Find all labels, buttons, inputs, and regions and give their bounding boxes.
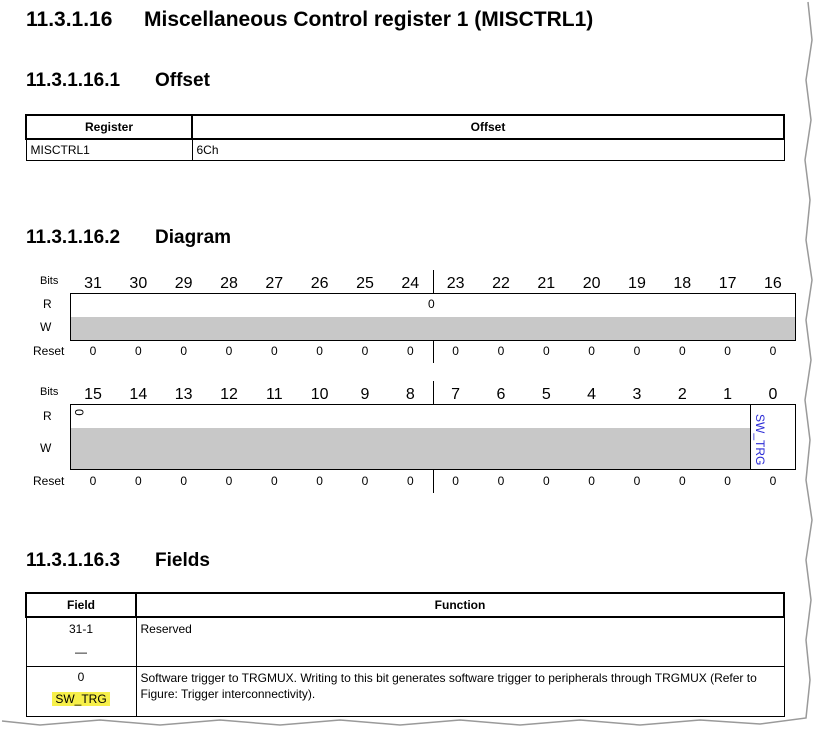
fields-heading-text: Fields — [155, 550, 210, 571]
bit-number: 23 — [446, 275, 465, 292]
reset-value: 0 — [588, 344, 595, 358]
bit-number: 16 — [764, 275, 782, 292]
bit-number: 14 — [129, 386, 148, 403]
reset-label: Reset — [33, 344, 65, 358]
lower-top-divider — [433, 381, 434, 404]
offset-table-header-register: Register — [26, 115, 192, 139]
reset-value: 0 — [225, 474, 233, 488]
bit-number: 17 — [718, 275, 737, 292]
reset-value: 0 — [361, 474, 369, 488]
bit-number: 24 — [401, 275, 420, 292]
field-name-highlighted[interactable]: SW_TRG — [52, 692, 109, 706]
field-bits: 31-1 — [68, 622, 94, 636]
w-label: W — [40, 320, 52, 334]
table-row — [26, 617, 784, 667]
reset-value: 0 — [89, 344, 97, 358]
reset-value: 0 — [316, 474, 323, 488]
bit-number: 2 — [677, 386, 687, 403]
bit-number: 19 — [628, 275, 646, 292]
section-number: 11.3.1.16 — [26, 8, 113, 31]
reset-value: 0 — [769, 344, 777, 358]
reset-value: 0 — [542, 474, 550, 488]
reset-value: 0 — [497, 474, 505, 488]
bit-number: 18 — [673, 275, 692, 292]
field-name: — — [75, 645, 87, 659]
reset-value: 0 — [769, 474, 777, 488]
r-label: R — [43, 297, 52, 311]
field-cell — [26, 667, 136, 717]
reset-value: 0 — [724, 474, 731, 488]
reset-value: 0 — [270, 474, 278, 488]
bit-number: 31 — [84, 275, 102, 292]
upper-bottom-divider — [433, 341, 434, 363]
lower-write-area — [71, 428, 750, 469]
reset-value: 0 — [724, 344, 731, 358]
reset-value: 0 — [180, 344, 187, 358]
upper-top-divider — [433, 270, 434, 293]
reset-value: 0 — [270, 344, 278, 358]
reset-value: 0 — [180, 474, 187, 488]
bit-number: 13 — [174, 386, 193, 403]
reset-value: 0 — [678, 474, 686, 488]
bit-number: 11 — [266, 386, 283, 403]
fields-heading-number: 11.3.1.16.3 — [26, 550, 121, 571]
offset-table — [25, 114, 785, 161]
bit-number: 0 — [768, 386, 778, 403]
reset-value: 0 — [633, 474, 641, 488]
reset-value: 0 — [134, 474, 142, 488]
offset-value-cell: 6Ch — [192, 139, 784, 161]
diagram-heading-number: 11.3.1.16.2 — [26, 227, 121, 248]
bit-number: 30 — [129, 275, 148, 292]
fields-table — [25, 592, 785, 717]
reset-value: 0 — [406, 474, 414, 488]
fields-table-header-field: Field — [26, 593, 136, 617]
diagram-heading-text: Diagram — [155, 227, 232, 248]
bit-number: 28 — [220, 275, 238, 292]
reset-value: 0 — [134, 344, 142, 358]
bit-number: 12 — [220, 386, 238, 403]
reset-value: 0 — [316, 344, 323, 358]
reset-value: 0 — [406, 344, 414, 358]
r-label-lower: R — [43, 409, 52, 423]
bit-number: 1 — [723, 386, 733, 403]
bit-number: 8 — [405, 386, 415, 403]
bit-number: 25 — [356, 275, 374, 292]
section-title-text: Miscellaneous Control register 1 (MISCTRL1) — [144, 8, 594, 31]
field-bits: 0 — [77, 670, 85, 684]
reset-value: 0 — [678, 344, 686, 358]
bit-number: 4 — [587, 386, 597, 403]
bit-number: 10 — [310, 386, 329, 403]
lower-read-value: 0 — [72, 409, 86, 416]
lower-bottom-divider — [433, 470, 434, 493]
bit-number: 27 — [265, 275, 284, 292]
reset-value: 0 — [633, 344, 641, 358]
table-row — [26, 139, 784, 161]
bit-number: 15 — [84, 386, 102, 403]
reset-value: 0 — [588, 474, 595, 488]
field-cell — [26, 617, 136, 667]
reset-label-lower: Reset — [33, 474, 65, 488]
offset-heading-text: Offset — [155, 70, 210, 91]
w-label-lower: W — [40, 441, 52, 455]
bit-number: 20 — [582, 275, 601, 292]
bit-number: 5 — [541, 386, 551, 403]
offset-heading-number: 11.3.1.16.1 — [26, 70, 121, 91]
section-title — [26, 8, 593, 32]
bit-number: 29 — [174, 275, 193, 292]
reset-value: 0 — [89, 474, 97, 488]
bit-number: 26 — [310, 275, 329, 292]
reset-value: 0 — [225, 344, 233, 358]
reset-value: 0 — [452, 474, 459, 488]
upper-read-value: 0 — [428, 297, 435, 311]
bit-number: 21 — [537, 275, 556, 292]
bit-number: 9 — [360, 386, 370, 403]
bit-number: 3 — [632, 386, 642, 403]
fields-heading — [26, 550, 210, 572]
upper-write-area — [71, 317, 795, 340]
table-row — [26, 667, 784, 717]
bits-label: Bits — [40, 275, 59, 287]
sw-trg-field-label[interactable]: SW_TRG — [753, 414, 767, 466]
reset-value: 0 — [497, 344, 505, 358]
diagram-heading — [26, 227, 231, 249]
function-cell: Reserved — [136, 617, 784, 667]
fields-table-header-function: Function — [136, 593, 784, 617]
reset-value: 0 — [361, 344, 369, 358]
bit-number: 7 — [451, 386, 461, 403]
lower-field-divider — [750, 405, 751, 469]
reset-value: 0 — [542, 344, 550, 358]
bit-number: 22 — [492, 275, 510, 292]
offset-heading — [26, 70, 210, 92]
reset-value: 0 — [452, 344, 459, 358]
offset-register-cell: MISCTRL1 — [26, 139, 192, 161]
bit-number: 6 — [496, 386, 506, 403]
offset-table-header-offset: Offset — [192, 115, 784, 139]
bits-label-lower: Bits — [40, 386, 59, 398]
function-cell: Software trigger to TRGMUX. Writing to this bit generates software trigger to peripherals through TRGMUX (Refer to Figure: Trigger interconnectivity). — [136, 667, 784, 717]
